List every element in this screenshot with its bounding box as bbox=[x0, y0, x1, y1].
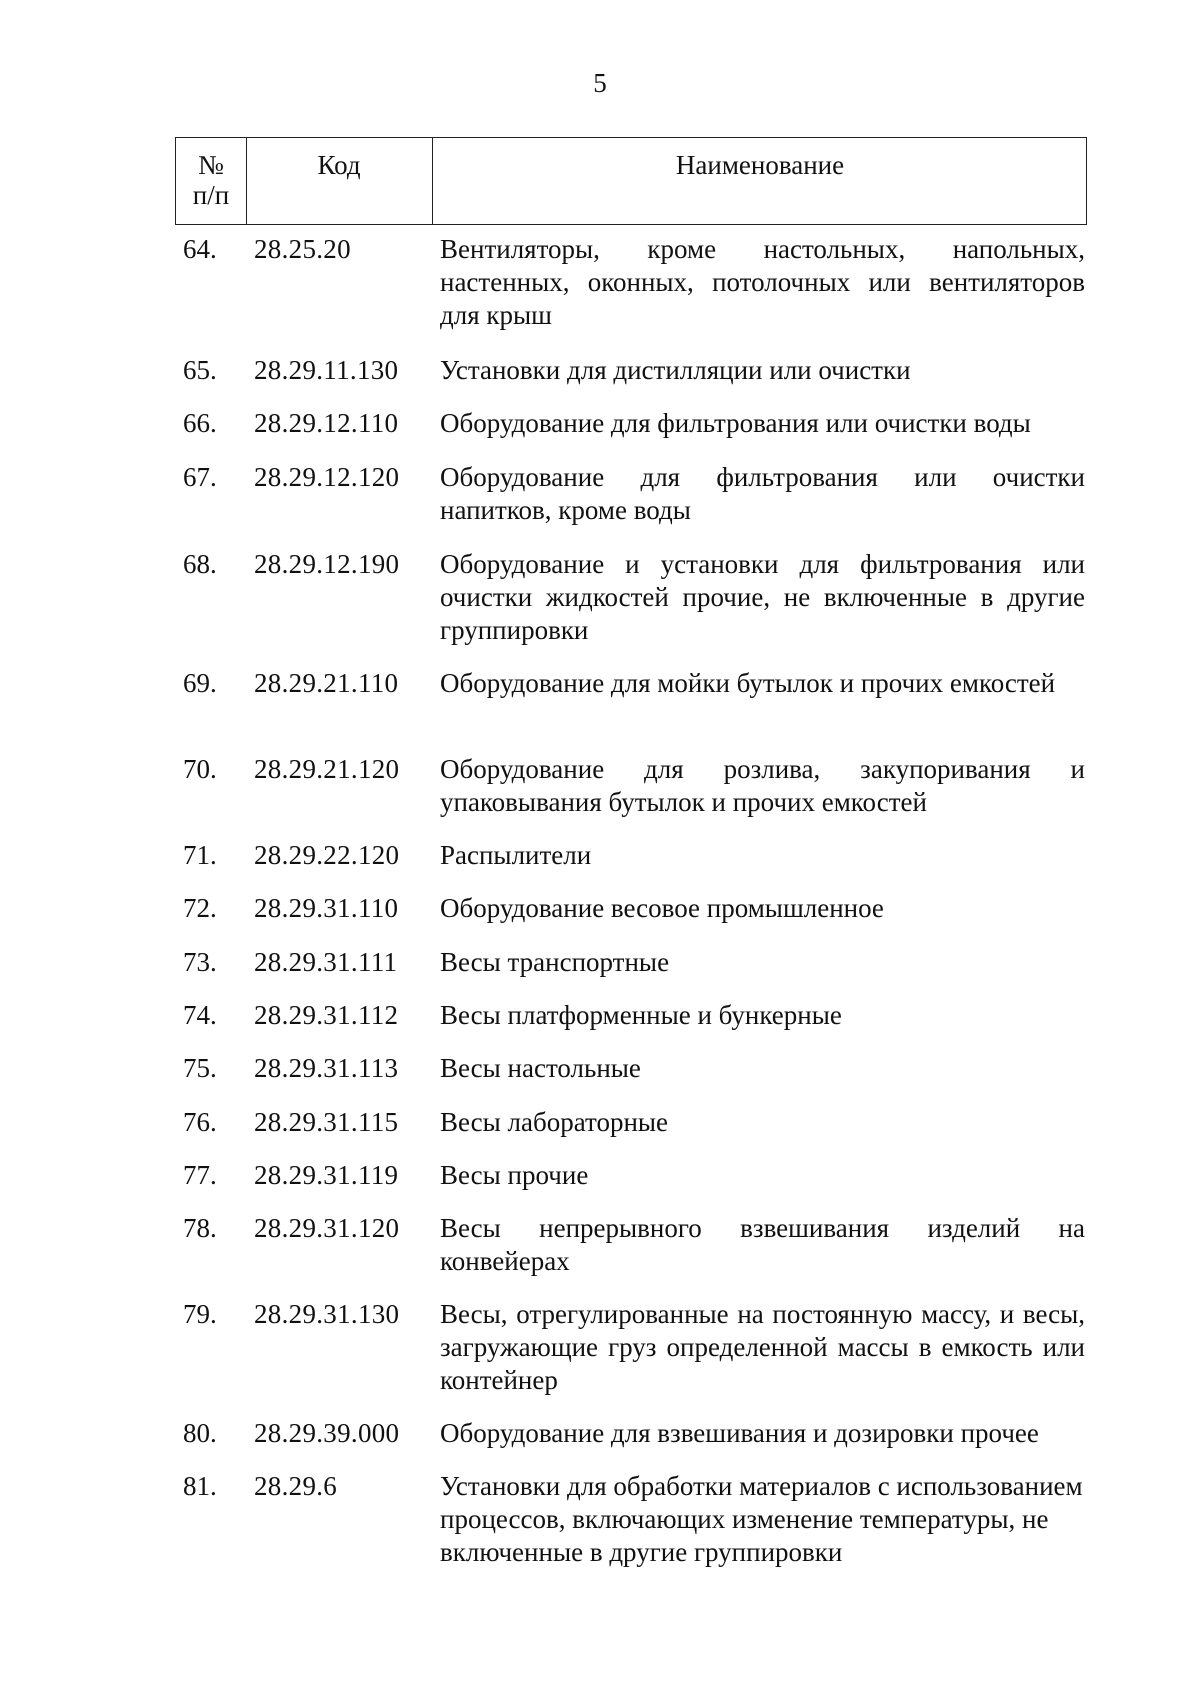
row-code: 28.29.31.130 bbox=[254, 1299, 400, 1329]
row-code: 28.29.31.112 bbox=[254, 1000, 399, 1030]
page-number: 5 bbox=[593, 68, 607, 98]
row-code: 28.29.31.119 bbox=[254, 1160, 399, 1190]
header-code: Код bbox=[317, 150, 361, 180]
row-number: 64. bbox=[183, 234, 217, 264]
row-name: Вентиляторы, кроме настольных, напольных, настенных, оконных, потолочных или вентиляторов для крыш bbox=[440, 234, 1085, 330]
row-code: 28.29.31.110 bbox=[254, 893, 399, 923]
row-number: 81. bbox=[183, 1471, 217, 1501]
row-code: 28.29.12.120 bbox=[254, 462, 400, 492]
row-name: Весы настольные bbox=[440, 1053, 641, 1083]
row-name: Оборудование для розлива, закупоривания и упаковывания бутылок и прочих емкостей bbox=[440, 754, 1085, 817]
row-name: Установки для обработки материалов с использованием процессов, включающих изменение температуры, не включенные в другие группировки bbox=[440, 1471, 1083, 1567]
row-name: Оборудование весовое промышленное bbox=[440, 893, 884, 923]
row-name: Оборудование для фильтрования или очистки напитков, кроме воды bbox=[440, 462, 1085, 525]
row-code: 28.29.39.000 bbox=[254, 1418, 400, 1448]
row-code: 28.25.20 bbox=[254, 234, 351, 264]
row-number: 77. bbox=[183, 1160, 217, 1190]
row-name: Весы, отрегулированные на постоянную массу, и весы, загружающие груз определенной массы в емкость или контейнер bbox=[440, 1299, 1085, 1395]
row-name: Оборудование для взвешивания и дозировки прочее bbox=[440, 1418, 1039, 1448]
row-name: Установки для дистилляции или очистки bbox=[440, 355, 911, 385]
row-number: 66. bbox=[183, 408, 217, 438]
row-number: 68. bbox=[183, 549, 217, 579]
row-number: 75. bbox=[183, 1053, 217, 1083]
row-code: 28.29.31.113 bbox=[254, 1053, 399, 1083]
row-number: 70. bbox=[183, 754, 217, 784]
row-name: Весы непрерывного взвешивания изделий на конвейерах bbox=[440, 1213, 1085, 1276]
row-name: Оборудование для фильтрования или очистки воды bbox=[440, 408, 1031, 438]
row-code: 28.29.22.120 bbox=[254, 840, 400, 870]
row-number: 69. bbox=[183, 668, 217, 698]
row-number: 65. bbox=[183, 355, 217, 385]
row-name: Весы лабораторные bbox=[440, 1107, 669, 1137]
row-number: 79. bbox=[183, 1299, 217, 1329]
row-number: 78. bbox=[183, 1213, 217, 1243]
row-number: 73. bbox=[183, 947, 217, 977]
row-number: 74. bbox=[183, 1000, 217, 1030]
row-number: 76. bbox=[183, 1107, 217, 1137]
row-code: 28.29.31.111 bbox=[254, 947, 398, 977]
row-name: Распылители bbox=[440, 840, 592, 870]
row-name: Оборудование и установки для фильтрования или очистки жидкостей прочие, не включенные в другие группировки bbox=[440, 549, 1085, 645]
row-number: 80. bbox=[183, 1418, 217, 1448]
row-code: 28.29.6 bbox=[254, 1471, 338, 1501]
row-name: Весы платформенные и бункерные bbox=[440, 1000, 842, 1030]
row-name: Весы транспортные bbox=[440, 947, 670, 977]
row-code: 28.29.21.120 bbox=[254, 754, 400, 784]
row-code: 28.29.31.115 bbox=[254, 1107, 399, 1137]
row-code: 28.29.21.110 bbox=[254, 668, 399, 698]
header-number: № п/п bbox=[192, 150, 230, 210]
row-code: 28.29.12.190 bbox=[254, 549, 400, 579]
row-number: 72. bbox=[183, 893, 217, 923]
row-code: 28.29.12.110 bbox=[254, 408, 399, 438]
header-name: Наименование bbox=[675, 150, 845, 180]
row-name: Весы прочие bbox=[440, 1160, 589, 1190]
row-code: 28.29.11.130 bbox=[254, 355, 399, 385]
row-number: 71. bbox=[183, 840, 217, 870]
row-code: 28.29.31.120 bbox=[254, 1213, 400, 1243]
row-name: Оборудование для мойки бутылок и прочих емкостей bbox=[440, 668, 1056, 698]
row-number: 67. bbox=[183, 462, 217, 492]
